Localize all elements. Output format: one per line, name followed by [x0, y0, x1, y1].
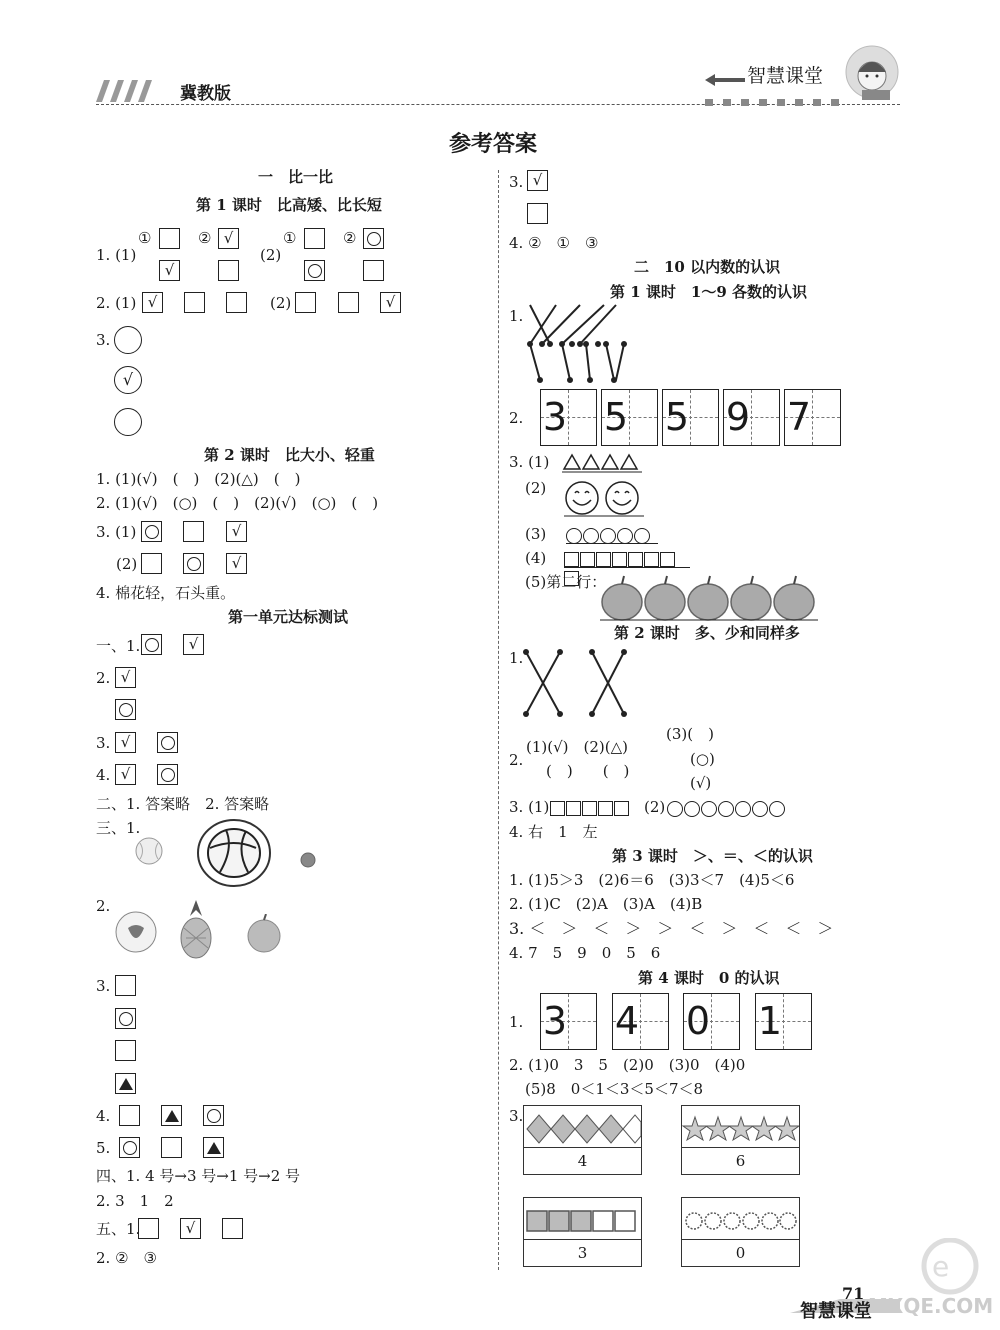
answer-box [183, 521, 204, 542]
test1-heading: 第一单元达标测试 [228, 608, 349, 626]
answer-box [159, 228, 180, 249]
r1-q3-3: (3) [525, 525, 547, 543]
answer-box [218, 260, 239, 281]
r2-q2b: ( ) ( ) [546, 762, 630, 780]
r1-q3-4: (4) [525, 549, 547, 567]
card-count-label: 3 [524, 1239, 641, 1266]
circle-answer-check: √ [114, 366, 142, 394]
watermark-text: MXQE.COM [868, 1294, 994, 1318]
footer-brand: 智慧课堂 [800, 1301, 872, 1322]
squares-answer [550, 798, 630, 817]
r4-q2a: 2. (1)0 3 5 (2)0 (3)0 (4)0 [509, 1056, 746, 1074]
squares-row [564, 549, 690, 568]
girl-mascot-icon [842, 44, 902, 112]
count-card-squares [523, 1197, 642, 1267]
answer-box-circle [115, 1008, 136, 1029]
r2-q3-label: 3. (1) [509, 798, 550, 816]
r1-q2-label: 2. [509, 409, 524, 427]
test1-1-label: 一、1. [96, 637, 141, 655]
lesson2-heading: 第 2 课时 比大小、轻重 [204, 446, 375, 464]
l1-q3-label: 3. [96, 331, 111, 349]
r-lesson3-heading: 第 3 课时 ＞、＝、＜的认识 [612, 847, 813, 865]
answer-box [304, 228, 325, 249]
r-lesson1-heading: 第 1 课时 1～9 各数的认识 [610, 283, 807, 301]
answer-box-check: √ [142, 292, 163, 313]
r-q3-label: 3. [509, 173, 524, 191]
l1-q1-n1: ① [138, 229, 152, 247]
triangles-row [562, 452, 642, 478]
l2-q2: 2. (1)(√) (○) ( ) (2)(√) (○) ( ) [96, 494, 379, 512]
answer-box [115, 975, 136, 996]
answer-box-circle [203, 1105, 224, 1126]
digit-grid: 3 [540, 993, 597, 1050]
r2-q2c1: (3)( ) [666, 725, 714, 743]
digit-grid: 7 [784, 389, 841, 446]
answer-box [295, 292, 316, 313]
answer-box-triangle [161, 1105, 182, 1126]
test1-san3-label: 3. [96, 977, 111, 995]
header-stripes [96, 80, 160, 102]
answer-box [222, 1218, 243, 1239]
test1-wu1-label: 五、1. [96, 1220, 141, 1238]
answer-box [138, 1218, 159, 1239]
answer-box-circle [183, 553, 204, 574]
unit1-heading: 一 比一比 [258, 168, 334, 186]
r2-q4: 4. 右 1 左 [509, 823, 598, 841]
circles-row [566, 525, 658, 544]
header-dots [705, 92, 845, 111]
answer-box-circle [119, 1137, 140, 1158]
baseball-icon [134, 836, 164, 870]
r-q4: 4. ② ① ③ [509, 234, 599, 252]
answer-box [115, 1040, 136, 1061]
r-lesson2-heading: 第 2 课时 多、少和同样多 [614, 624, 800, 642]
answer-box-check: √ [183, 634, 204, 655]
answer-box [184, 292, 205, 313]
brand-title: 智慧课堂 [747, 65, 824, 87]
matching-lines-figure [520, 300, 640, 388]
test1-san1-label: 三、1. [96, 819, 141, 837]
l1-q1-n5: ② [343, 229, 357, 247]
answer-box-triangle [203, 1137, 224, 1158]
circles-answer [667, 798, 786, 817]
answer-box-check: √ [380, 292, 401, 313]
answer-box [363, 260, 384, 281]
answer-box-check: √ [180, 1218, 201, 1239]
r3-q1: 1. (1)5＞3 (2)6＝6 (3)3＜7 (4)5＜6 [509, 871, 795, 889]
column-divider [498, 170, 499, 1270]
l1-q1-n2: ② [198, 229, 212, 247]
answer-box [161, 1137, 182, 1158]
edition-label: 冀教版 [180, 84, 231, 104]
r2-q2-label: 2. [509, 751, 524, 769]
answer-box-circle [115, 699, 136, 720]
digit-grid: 9 [723, 389, 780, 446]
small-ball-icon [298, 850, 318, 874]
digit-grid: 0 [683, 993, 740, 1050]
digit-grid: 5 [662, 389, 719, 446]
r2-q2c3: (√) [690, 774, 712, 792]
digit-grid: 1 [755, 993, 812, 1050]
count-card-diamonds [523, 1105, 642, 1175]
digit-grid: 4 [612, 993, 669, 1050]
l2-q1: 1. (1)(√) ( ) (2)(△) ( ) [96, 470, 301, 488]
count-card-stars [681, 1105, 800, 1175]
answer-box-check: √ [527, 170, 548, 191]
answer-box-check: √ [115, 667, 136, 688]
r2-q3-b: (2) [644, 798, 666, 816]
r1-q3-1: 3. (1) [509, 453, 550, 471]
card-count-label: 6 [682, 1147, 799, 1174]
answer-box-check: √ [226, 521, 247, 542]
test1-si2: 2. 3 1 2 [96, 1192, 174, 1210]
apples-row [600, 574, 818, 626]
test1-san2-label: 2. [96, 897, 111, 915]
lesson1-heading: 第 1 课时 比高矮、比长短 [196, 196, 382, 214]
smiley-faces [564, 480, 644, 522]
r2-q2a: (1)(√) (2)(△) [526, 738, 628, 756]
svg-text:e: e [932, 1250, 950, 1283]
r4-q3-label: 3. [509, 1107, 524, 1125]
test1-er: 二、1. 答案略 2. 答案略 [96, 795, 270, 813]
circle-answer [114, 326, 142, 354]
cross-lines-figure [520, 648, 630, 724]
r1-q1-label: 1. [509, 307, 524, 325]
l2-q3-label: 3. (1) [96, 523, 137, 541]
l1-q1-n4: ① [283, 229, 297, 247]
test1-3-label: 3. [96, 734, 111, 752]
r2-q2c2: (○) [690, 750, 715, 768]
answer-box-circle [304, 260, 325, 281]
r1-q3-5: (5)第二行： [525, 573, 607, 591]
answer-box-circle [141, 634, 162, 655]
arrow-icon [705, 72, 745, 91]
circle-answer [114, 408, 142, 436]
answer-box-check: √ [218, 228, 239, 249]
answer-box-circle [141, 521, 162, 542]
unit2-heading: 二 10 以内数的认识 [634, 258, 781, 276]
volleyball-icon [196, 818, 272, 892]
l2-q4: 4. 棉花轻，石头重。 [96, 584, 236, 602]
digit-grid: 5 [601, 389, 658, 446]
card-count-label: 4 [524, 1147, 641, 1174]
r-lesson4-heading: 第 4 课时 0 的认识 [638, 969, 780, 987]
r1-q3-2: (2) [525, 479, 547, 497]
r3-q3: 3. ＜ ＞ ＜ ＞ ＞ ＜ ＞ ＜ ＜ ＞ [509, 919, 834, 938]
l1-q2-label: 2. (1) [96, 294, 137, 312]
test1-4-label: 4. [96, 766, 111, 784]
answer-box-check: √ [115, 764, 136, 785]
answer-box-check: √ [115, 732, 136, 753]
test1-san4-label: 4. [96, 1107, 111, 1125]
digit-grid: 3 [540, 389, 597, 446]
answer-box [527, 203, 548, 224]
answer-box-check: √ [226, 553, 247, 574]
answer-box-circle [157, 732, 178, 753]
l1-q1-n3: (2) [260, 246, 282, 264]
l1-q1-label: 1. (1) [96, 246, 137, 264]
test1-san5-label: 5. [96, 1139, 111, 1157]
r3-q2: 2. (1)C (2)A (3)A (4)B [509, 895, 703, 913]
l1-q2-b: (2) [270, 294, 292, 312]
test1-2-label: 2. [96, 669, 111, 687]
r2-q1-label: 1. [509, 649, 524, 667]
answer-box-check: √ [159, 260, 180, 281]
strawberry-plate-icon [114, 910, 158, 958]
card-count-label: 0 [682, 1239, 799, 1266]
test1-wu2: 2. ② ③ [96, 1249, 157, 1267]
watermark-logo-icon [880, 1238, 980, 1302]
r3-q4: 4. 7 5 9 0 5 6 [509, 944, 661, 962]
page-title: 参考答案 [449, 131, 538, 157]
answer-box [119, 1105, 140, 1126]
test1-si1: 四、1. 4 号→3 号→1 号→2 号 [96, 1167, 301, 1185]
answer-box-triangle [115, 1073, 136, 1094]
l2-q3-b: (2) [116, 555, 138, 573]
pineapple-icon [176, 900, 216, 964]
page-number: 71 [842, 1284, 865, 1303]
answer-box [141, 553, 162, 574]
answer-box [226, 292, 247, 313]
answer-box-circle [363, 228, 384, 249]
answer-box [338, 292, 359, 313]
r4-q2b: (5)8 0＜1＜3＜5＜7＜8 [525, 1080, 704, 1098]
apple-icon [246, 914, 282, 958]
answer-box-circle [157, 764, 178, 785]
r4-q1-label: 1. [509, 1013, 524, 1031]
count-card-rings [681, 1197, 800, 1267]
